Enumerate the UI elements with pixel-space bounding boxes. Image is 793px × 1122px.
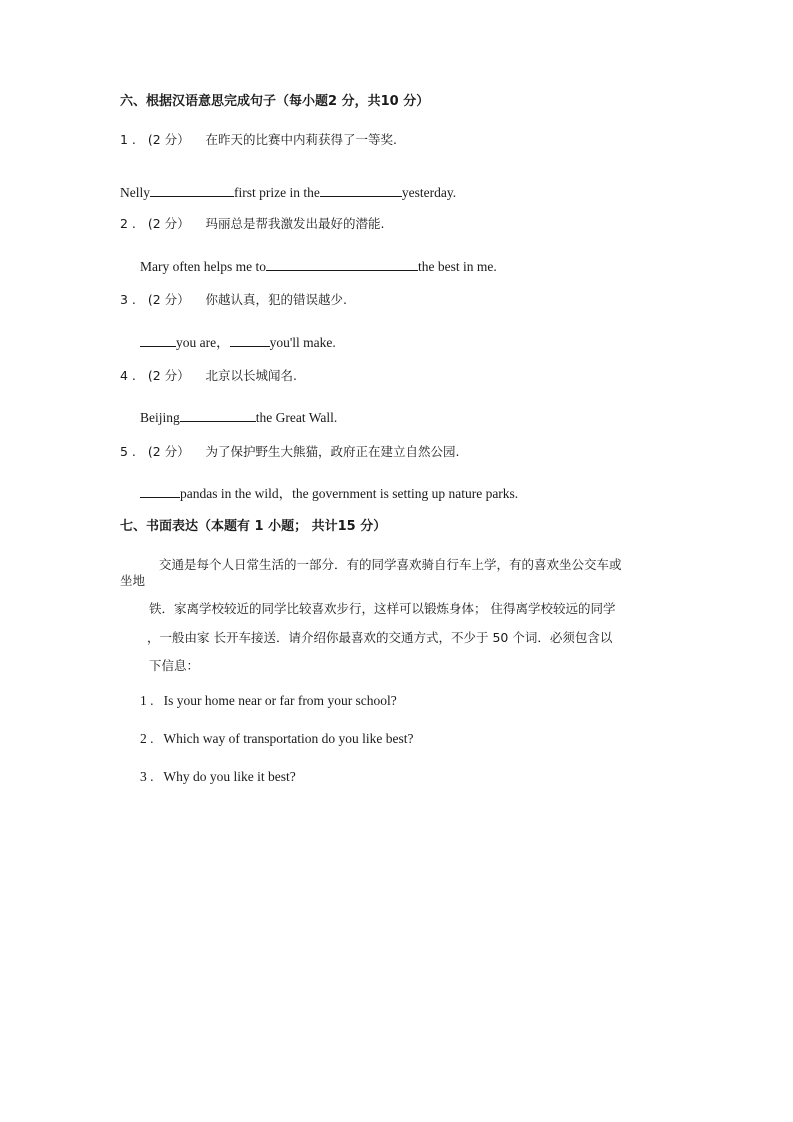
question-chinese: 为了保护野生大熊猫，政府正在建立自然公园.	[205, 444, 460, 459]
answer-blank[interactable]	[150, 183, 234, 197]
sentence-text: you'll make.	[269, 335, 336, 350]
question-score: (2 分）	[147, 132, 190, 147]
sentence-text: the Great Wall.	[255, 410, 338, 425]
question-2-header	[120, 216, 385, 232]
question-number: 1 .	[120, 132, 136, 147]
question-number: 5 .	[120, 444, 136, 459]
question-chinese: 在昨天的比赛中内莉获得了一等奖.	[205, 132, 398, 147]
answer-blank[interactable]	[320, 183, 402, 197]
prompt-line: ，一般由家 长开车接送．请介绍你最喜欢的交通方式，不少于 50 个词．必须包含以	[147, 630, 613, 645]
question-chinese: 北京以长城闻名.	[205, 368, 298, 383]
sentence-text: Mary often helps me to	[140, 259, 266, 274]
prompt-line: 交通是每个人日常生活的一部分．有的同学喜欢骑自行车上学，有的喜欢坐公交车或	[159, 557, 622, 572]
question-score: (2 分）	[147, 216, 190, 231]
prompt-line: 铁．家离学校较近的同学比较喜欢步行，这样可以锻炼身体； 住得离学校较远的同学	[149, 601, 616, 616]
item-text: Is your home near or far from your school?	[163, 693, 397, 708]
answer-blank[interactable]	[266, 257, 418, 271]
section-6-title: 六、根据汉语意思完成句子（每小题2 分，共10 分）	[120, 94, 430, 109]
writing-item-2	[140, 731, 413, 747]
answer-blank[interactable]	[140, 484, 180, 498]
question-4-sentence	[140, 408, 337, 426]
question-number: 3 .	[120, 292, 136, 307]
question-5-sentence	[140, 484, 518, 502]
item-text: Which way of transportation do you like best?	[163, 731, 414, 746]
sentence-text: Nelly	[120, 185, 150, 200]
item-text: Why do you like it best?	[163, 769, 296, 784]
sentence-text: you are，	[176, 335, 230, 350]
item-number: 3 .	[140, 769, 154, 784]
question-chinese: 你越认真，犯的错误越少.	[205, 292, 348, 307]
writing-item-3	[140, 769, 296, 785]
question-5-header	[120, 444, 460, 460]
sentence-text: first prize in the	[234, 185, 320, 200]
question-number: 2 .	[120, 216, 136, 231]
question-1-sentence	[120, 183, 456, 201]
prompt-line: 坐地	[120, 573, 146, 588]
answer-blank[interactable]	[140, 333, 176, 347]
question-4-header	[120, 368, 297, 384]
question-chinese: 玛丽总是帮我激发出最好的潜能.	[205, 216, 385, 231]
answer-blank[interactable]	[180, 408, 256, 422]
section-7-title: 七、书面表达（本题有 1 小题； 共计15 分）	[120, 519, 387, 534]
question-1-header	[120, 132, 397, 148]
question-score: (2 分）	[147, 292, 190, 307]
question-score: (2 分）	[147, 368, 190, 383]
question-score: (2 分）	[147, 444, 190, 459]
sentence-text: the best in me.	[417, 259, 497, 274]
sentence-text: Beijing	[140, 410, 180, 425]
sentence-text: pandas in the wild，the government is setting up nature parks.	[180, 486, 519, 501]
writing-item-1	[140, 693, 397, 709]
sentence-text: yesterday.	[401, 185, 457, 200]
item-number: 2 .	[140, 731, 154, 746]
question-2-sentence	[140, 257, 497, 275]
question-number: 4 .	[120, 368, 136, 383]
answer-blank[interactable]	[230, 333, 270, 347]
question-3-sentence	[140, 333, 336, 351]
item-number: 1 .	[140, 693, 154, 708]
question-3-header	[120, 292, 347, 308]
prompt-line: 下信息：	[149, 658, 200, 673]
